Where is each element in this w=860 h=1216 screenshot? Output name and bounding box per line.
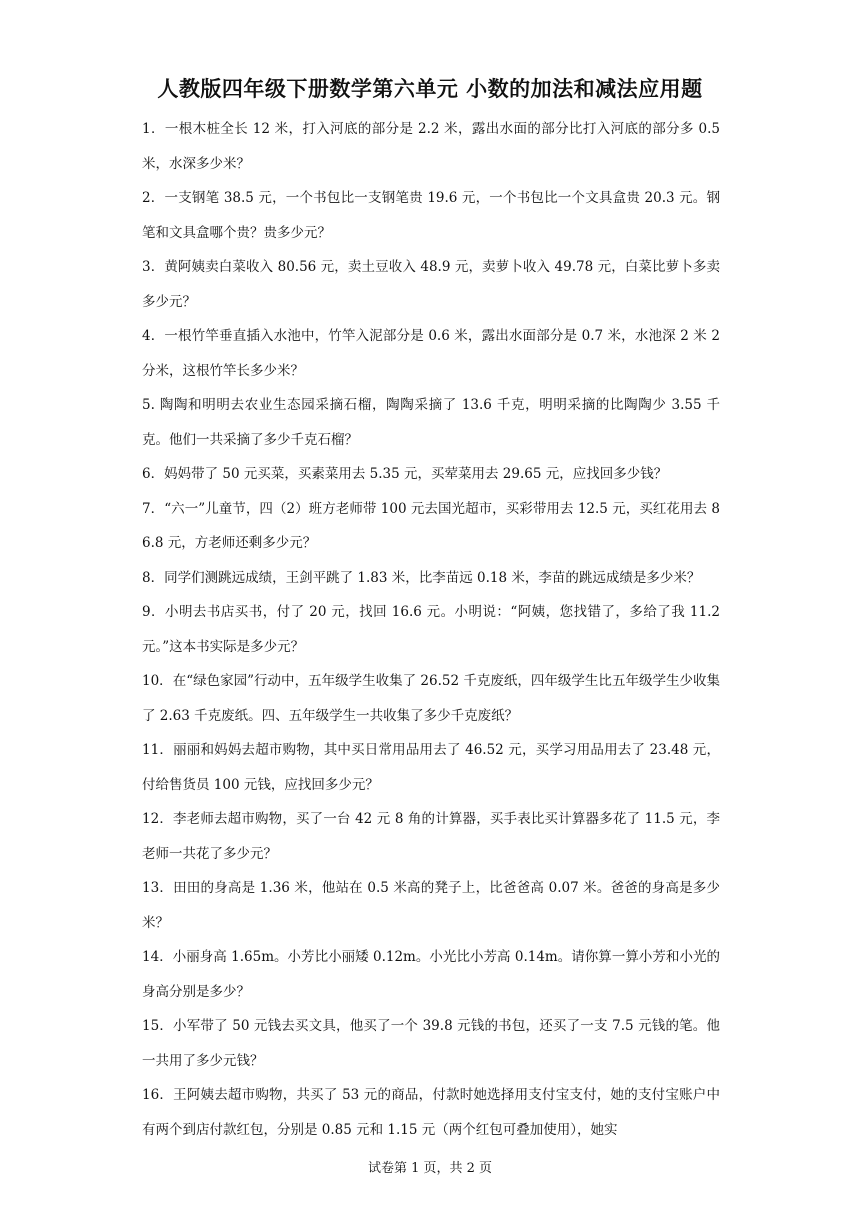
question-item: 4．一根竹竿垂直插入水池中，竹竿入泥部分是 0.6 米，露出水面部分是 0.7 米，水池深 2 米 2 分米，这根竹竿长多少米？ [142,328,720,379]
question-item: 9．小明去书店买书，付了 20 元，找回 16.6 元。小明说：“阿姨，您找错了，多给了我 11.2 元。”这本书实际是多少元？ [142,604,720,655]
question-item: 5. 陶陶和明明去农业生态园采摘石榴，陶陶采摘了 13.6 千克，明明采摘的比陶陶少 3.55 千克。他们一共采摘了多少千克石榴？ [142,397,720,448]
question-item: 7．“六一”儿童节，四（2）班方老师带 100 元去国光超市，买彩带用去 12.5 元，买红花用去 86.8 元，方老师还剩多少元？ [142,500,720,551]
question-item: 14．小丽身高 1.65m。小芳比小丽矮 0.12m。小光比小芳高 0.14m。请你算一算小芳和小光的身高分别是多少？ [142,949,720,1000]
question-list [142,112,720,1147]
question-item: 8．同学们测跳远成绩，王剑平跳了 1.83 米，比李苗远 0.18 米，李苗的跳远成绩是多少米？ [142,569,701,586]
question-item: 2．一支钢笔 38.5 元，一个书包比一支钢笔贵 19.6 元，一个书包比一个文具盒贵 20.3 元。钢笔和文具盒哪个贵？贵多少元？ [142,190,720,241]
question-item: 10．在“绿色家园”行动中，五年级学生收集了 26.52 千克废纸，四年级学生比五年级学生少收集了 2.63 千克废纸。四、五年级学生一共收集了多少千克废纸？ [142,673,720,724]
question-item: 12．李老师去超市购物，买了一台 42 元 8 角的计算器，买手表比买计算器多花了 11.5 元，李老师一共花了多少元？ [142,811,720,862]
question-item: 15．小军带了 50 元钱去买文具，他买了一个 39.8 元钱的书包，还买了一支 7.5 元钱的笔。他一共用了多少元钱？ [142,1018,720,1069]
question-item: 13．田田的身高是 1.36 米，他站在 0.5 米高的凳子上，比爸爸高 0.07 米。爸爸的身高是多少米？ [142,880,720,931]
question-item: 3．黄阿姨卖白菜收入 80.56 元，卖土豆收入 48.9 元，卖萝卜收入 49.78 元，白菜比萝卜多卖多少元？ [142,259,720,310]
question-item: 11．丽丽和妈妈去超市购物，其中买日常用品用去了 46.52 元，买学习用品用去了 23.48 元，付给售货员 100 元钱，应找回多少元？ [142,742,720,793]
question-item: 6．妈妈带了 50 元买菜，买素菜用去 5.35 元，买荤菜用去 29.65 元，应找回多少钱？ [142,466,668,482]
question-item: 16．王阿姨去超市购物，共买了 53 元的商品，付款时她选择用支付宝支付，她的支付宝账户中有两个到店付款红包，分别是 0.85 元和 1.15 元（两个红包可叠加使用），她实 [142,1087,720,1138]
page-footer: 试卷第 1 页，共 2 页 [367,1161,493,1176]
question-item: 1．一根木桩全长 12 米，打入河底的部分是 2.2 米，露出水面的部分比打入河底的部分多 0.5 米，水深多少米？ [142,121,720,172]
document-title: 人教版四年级下册数学第六单元 小数的加法和减法应用题 [157,77,703,101]
